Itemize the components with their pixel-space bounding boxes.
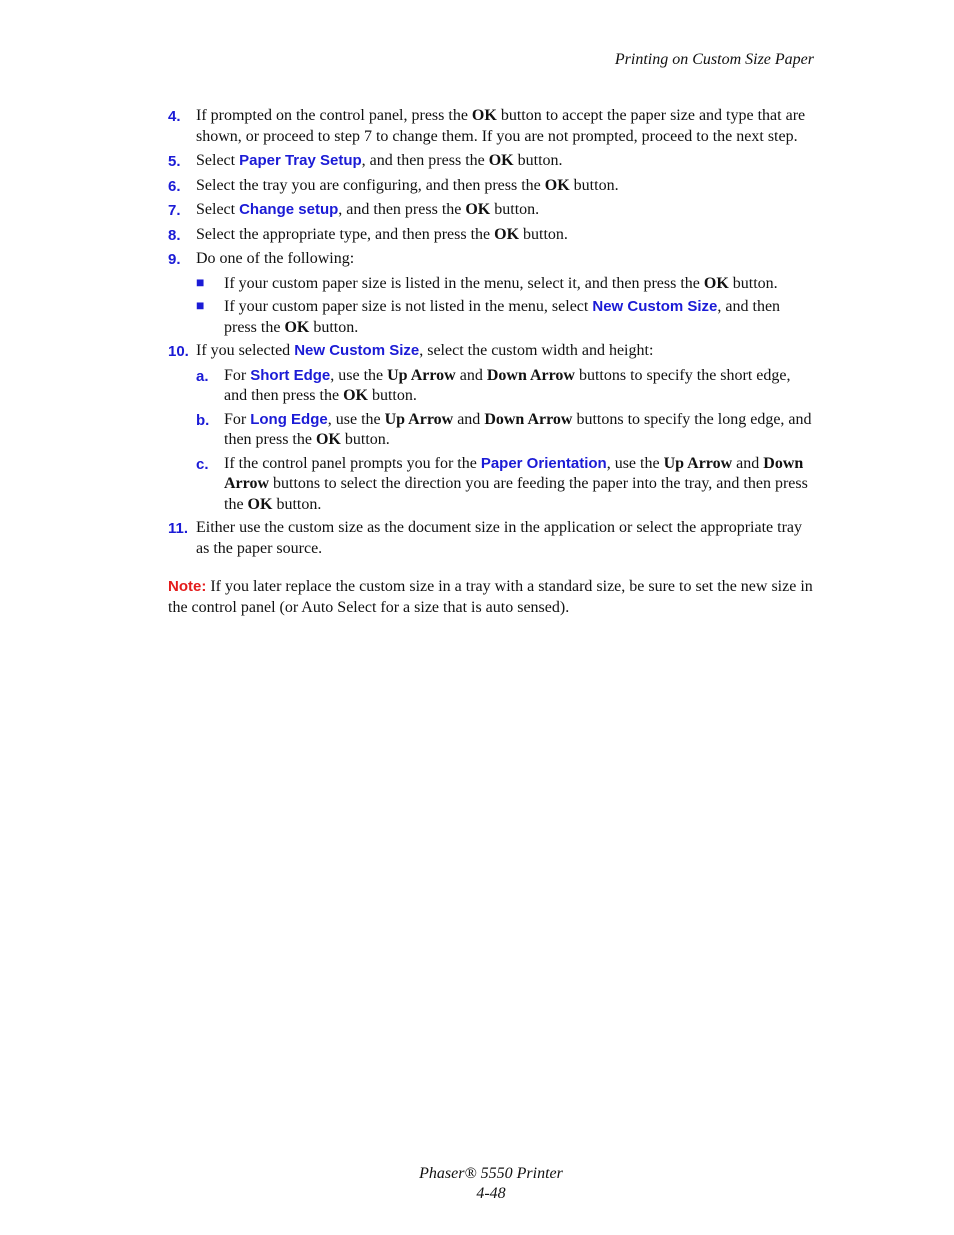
step-11 <box>168 518 816 559</box>
ok-button-ref: OK <box>465 201 491 218</box>
step-9-bullet-2 <box>168 297 816 338</box>
running-header: Printing on Custom Size Paper <box>614 51 814 68</box>
bullet-text: If your custom paper size is listed in the menu, select it, and then press the <box>224 274 704 292</box>
ok-button-ref: OK <box>247 495 273 513</box>
up-arrow-ref: Up Arrow <box>663 454 733 472</box>
step-text: button. <box>490 201 540 218</box>
substep-text: buttons to specify the long edge, and then press the <box>224 410 812 448</box>
step-text: Do one of the following: <box>196 250 355 267</box>
down-arrow-ref: Down Arrow <box>224 454 804 492</box>
step-number: 6. <box>168 177 181 195</box>
substep-text: button. <box>340 431 390 448</box>
substep-text: If the control panel prompts you for the <box>224 454 481 472</box>
bullet-text: button. <box>309 318 359 336</box>
step-text: Select the tray you are configuring, and then press the <box>196 176 545 194</box>
page-number: 4-48 <box>476 1185 506 1202</box>
step-6 <box>168 176 816 197</box>
square-bullet-icon: ■ <box>196 299 205 314</box>
ok-button-ref: OK <box>343 387 368 404</box>
product-name: Phaser® 5550 Printer <box>419 1165 563 1182</box>
step-text: button to accept the paper size and type that are shown, or proceed to step 7 to change them. If you are not prompted, proceed to the next step. <box>196 107 806 145</box>
step-10 <box>168 341 816 362</box>
ok-button-ref: OK <box>703 274 729 292</box>
menu-ref-new-custom-size: New Custom Size <box>592 298 718 315</box>
substep-text: button. <box>272 495 322 513</box>
step-text: , and then press the <box>338 201 466 218</box>
step-text: If prompted on the control panel, press the <box>196 107 472 124</box>
step-number: 4. <box>168 108 181 125</box>
substep-letter: b. <box>196 411 210 429</box>
ok-button-ref: OK <box>284 318 310 336</box>
step-text: button. <box>513 152 563 169</box>
step-text: Select <box>196 152 240 169</box>
step-number: 7. <box>168 202 181 219</box>
step-text: , select the custom width and height: <box>419 342 654 359</box>
square-bullet-icon: ■ <box>196 275 205 291</box>
menu-ref-long-edge: Long Edge <box>250 410 328 428</box>
ok-button-ref: OK <box>488 152 514 169</box>
step-text: button. <box>519 225 568 243</box>
step-7 <box>168 200 816 221</box>
substep-text: For <box>224 410 251 428</box>
up-arrow-ref: Up Arrow <box>384 410 454 428</box>
substep-text: , use the <box>330 366 388 384</box>
step-number: 11. <box>168 520 189 537</box>
substep-text: , use the <box>606 454 664 472</box>
ok-button-ref: OK <box>494 225 520 243</box>
step-number: 9. <box>168 251 181 268</box>
step-text: button. <box>569 176 619 194</box>
ok-button-ref: OK <box>544 176 570 194</box>
step-9-bullet-1 <box>168 274 816 295</box>
step-text: Select <box>196 201 240 218</box>
step-number: 5. <box>168 153 181 170</box>
ok-button-ref: OK <box>471 107 497 124</box>
substep-letter: c. <box>196 455 209 473</box>
instructions-body <box>168 106 816 618</box>
bullet-text: button. <box>728 274 778 292</box>
step-10-substep-c <box>168 454 816 516</box>
menu-ref-change-setup: Change setup <box>239 201 339 218</box>
ok-button-ref: OK <box>315 431 341 448</box>
step-number: 8. <box>168 226 181 244</box>
substep-text: , use the <box>327 410 385 428</box>
step-text: Either use the custom size as the document size in the application or select the appropriate tray as the paper source. <box>196 519 803 557</box>
note-label: Note: <box>168 578 207 595</box>
substep-text: For <box>224 366 251 384</box>
note-text: If you later replace the custom size in a tray with a standard size, be sure to set the new size in the control panel (or Auto Select for a size that is auto sensed). <box>168 578 813 616</box>
substep-text: and <box>732 454 764 472</box>
menu-ref-short-edge: Short Edge <box>250 366 331 384</box>
down-arrow-ref: Down Arrow <box>486 366 575 384</box>
substep-text: buttons to select the direction you are feeding the paper into the tray, and then press the <box>224 475 808 513</box>
step-5 <box>168 151 816 172</box>
bullet-text: , and then press the <box>224 298 781 336</box>
substep-text: buttons to specify the short edge, and then press the <box>224 366 791 404</box>
up-arrow-ref: Up Arrow <box>387 366 456 384</box>
substep-text: and <box>455 366 487 384</box>
bullet-text: If your custom paper size is not listed in the menu, select <box>224 298 593 315</box>
substep-letter: a. <box>196 367 209 385</box>
substep-text: and <box>453 410 485 428</box>
menu-ref-new-custom-size: New Custom Size <box>294 342 420 359</box>
menu-ref-paper-orientation: Paper Orientation <box>480 454 607 472</box>
step-text: Select the appropriate type, and then press the <box>196 225 495 243</box>
substep-text: button. <box>367 387 417 404</box>
note-paragraph <box>168 577 816 618</box>
step-text: , and then press the <box>361 152 489 169</box>
step-4 <box>168 106 816 147</box>
step-8 <box>168 225 816 246</box>
step-number: 10. <box>168 343 189 360</box>
page-footer <box>0 1164 954 1204</box>
step-10-substep-a <box>168 366 816 407</box>
step-text: If you selected <box>196 342 295 359</box>
menu-ref-paper-tray-setup: Paper Tray Setup <box>239 152 362 169</box>
down-arrow-ref: Down Arrow <box>484 410 573 428</box>
step-10-substep-b <box>168 410 816 451</box>
step-9 <box>168 249 816 270</box>
